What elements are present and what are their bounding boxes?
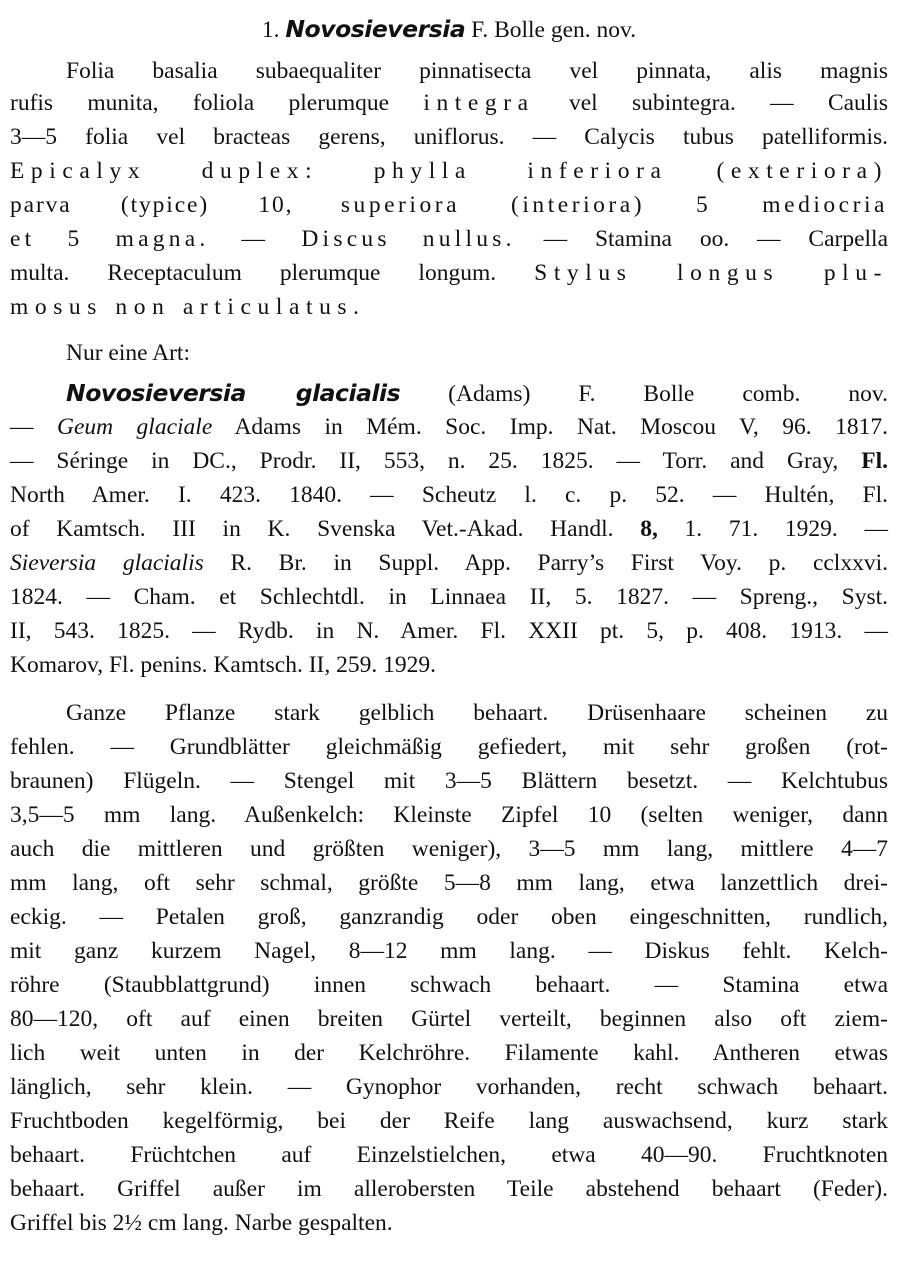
synonymy-text: of Kamtsch. III in K. Svenska Vet.-Akad. Handl. [10, 516, 614, 542]
heading-number: 1. [261, 17, 280, 43]
synonymy-text: II, 543. 1825. — Rydb. in N. Amer. Fl. XXII pt. 5, p. 408. 1913. — [10, 618, 888, 644]
latin-spaced-text: Stylus longus plu- [534, 260, 889, 286]
synonymy-line-5 [10, 548, 888, 578]
latin-spaced-text: et 5 magna. — Discus nullus. [10, 226, 516, 252]
latin-text: vel subintegra. — Caulis [569, 90, 888, 116]
synonymy-line-7 [10, 616, 888, 646]
latin-line-4 [10, 156, 888, 186]
synonymy-text: — [10, 414, 34, 440]
volume-number: 8, [640, 516, 658, 542]
synonymy-text: North Amer. I. 423. 1840. — Scheutz l. c. p. 52. — Hultén, Fl. [10, 482, 888, 508]
german-line [10, 970, 888, 1000]
latin-text: multa. Receptaculum plerumque longum. [10, 260, 497, 286]
synonymy-line-3 [10, 480, 888, 510]
german-line [10, 1140, 888, 1170]
latin-line-6 [10, 224, 888, 254]
latin-line-7 [10, 258, 888, 288]
synonymy-text: 1. 71. 1929. — [684, 516, 889, 542]
synonymy-text: 1824. — Cham. et Schlechtdl. in Linnaea II, 5. 1827. — Spreng., Syst. [10, 584, 888, 610]
species-note [66, 338, 888, 368]
species-authority: (Adams) F. Bolle comb. nov. [448, 381, 889, 407]
latin-line-5 [10, 190, 888, 220]
german-text: mit ganz kurzem Nagel, 8—12 mm lang. — Diskus fehlt. Kelch- [10, 938, 888, 964]
synonymy-line-1 [10, 412, 888, 442]
latin-line-8 [10, 292, 888, 322]
synonym-name: Geum glaciale [56, 414, 213, 440]
german-line [10, 766, 888, 796]
german-line [10, 1004, 888, 1034]
synonymy-bold-text: Fl. [861, 448, 889, 474]
german-line [10, 1072, 888, 1102]
genus-author: F. Bolle gen. nov. [471, 17, 637, 43]
german-text: 80—120, oft auf einen breiten Gürtel verteilt, beginnen also oft ziem- [10, 1006, 888, 1032]
latin-line-1 [66, 56, 888, 86]
genus-name: Novosieversia [285, 15, 466, 43]
latin-text: Folia basalia subaequaliter pinnatisecta vel pinnata, alis magnis [66, 58, 888, 84]
synonymy-line-2 [10, 446, 888, 476]
german-text: behaart. Griffel außer im allerobersten Teile abstehend behaart (Feder). [10, 1176, 888, 1202]
german-line [10, 1038, 888, 1068]
latin-spaced-text: integra [423, 90, 535, 116]
german-line [10, 936, 888, 966]
german-line [10, 1208, 888, 1238]
german-text: Ganze Pflanze stark gelblich behaart. Drüsenhaare scheinen zu [66, 700, 888, 726]
synonymy-line-8 [10, 650, 888, 680]
synonymy-line-4 [10, 514, 888, 544]
german-line [10, 732, 888, 762]
latin-text: rufis munita, foliola plerumque [10, 90, 390, 116]
german-line [66, 698, 888, 728]
german-text: behaart. Früchtchen auf Einzelstielchen, etwa 40—90. Fruchtknoten [10, 1142, 888, 1168]
german-text: auch die mittleren und größten weniger), 3—5 mm lang, mittlere 4—7 [10, 836, 888, 862]
german-text: braunen) Flügeln. — Stengel mit 3—5 Blättern besetzt. — Kelchtubus [10, 768, 888, 794]
latin-spaced-text: Epicalyx duplex: phylla inferiora [10, 158, 668, 184]
german-text: fehlen. — Grundblätter gleichmäßig gefiedert, mit sehr großen (rot- [10, 734, 888, 760]
latin-text: 3—5 folia vel bracteas gerens, uniflorus. — Calycis tubus patelliformis. [10, 124, 888, 150]
latin-spaced-text: mosus non articulatus. [10, 294, 366, 320]
german-line [10, 868, 888, 898]
german-text: Fruchtboden kegelförmig, bei der Reife lang auswachsend, kurz stark [10, 1108, 888, 1134]
synonymy-text: — Séringe in DC., Prodr. II, 553, n. 25. 1825. — Torr. and Gray, [10, 448, 839, 474]
latin-spaced-text: parva (typice) 10, [10, 192, 294, 218]
german-line [10, 834, 888, 864]
latin-spaced-text: superiora (interiora) 5 mediocria [340, 192, 888, 218]
german-line [10, 800, 888, 830]
german-line [10, 1106, 888, 1136]
synonymy-text: Komarov, Fl. penins. Kamtsch. II, 259. 1929. [10, 652, 436, 678]
synonymy-line-6 [10, 582, 888, 612]
synonymy-text: R. Br. in Suppl. App. Parry’s First Voy. p. cclxxvi. [230, 550, 888, 576]
species-name: Novosieversia glacialis [66, 379, 401, 407]
latin-text: — Stamina oo. — Carpella [543, 226, 888, 252]
german-text: 3,5—5 mm lang. Außenkelch: Kleinste Zipfel 10 (selten weniger, dann [10, 802, 888, 828]
german-text: Griffel bis 2½ cm lang. Narbe gespalten. [10, 1210, 393, 1236]
german-text: lich weit unten in der Kelchröhre. Filamente kahl. Antheren etwas [10, 1040, 888, 1066]
note-text: Nur eine Art: [66, 340, 190, 366]
latin-line-2 [10, 88, 888, 118]
synonym-name: Sieversia glacialis [10, 550, 204, 576]
german-text: eckig. — Petalen groß, ganzrandig oder oben eingeschnitten, rundlich, [10, 904, 888, 930]
genus-heading [10, 14, 888, 45]
german-text: länglich, sehr klein. — Gynophor vorhanden, recht schwach behaart. [10, 1074, 888, 1100]
latin-spaced-text: (exteriora) [716, 158, 888, 184]
species-heading [66, 378, 888, 409]
german-text: mm lang, oft sehr schmal, größte 5—8 mm lang, etwa lanzettlich drei- [10, 870, 888, 896]
german-text: röhre (Staubblattgrund) innen schwach behaart. — Stamina etwa [10, 972, 888, 998]
synonymy-text: Adams in Mém. Soc. Imp. Nat. Moscou V, 96. 1817. [234, 414, 888, 440]
latin-line-3 [10, 122, 888, 152]
german-line [10, 1174, 888, 1204]
german-line [10, 902, 888, 932]
